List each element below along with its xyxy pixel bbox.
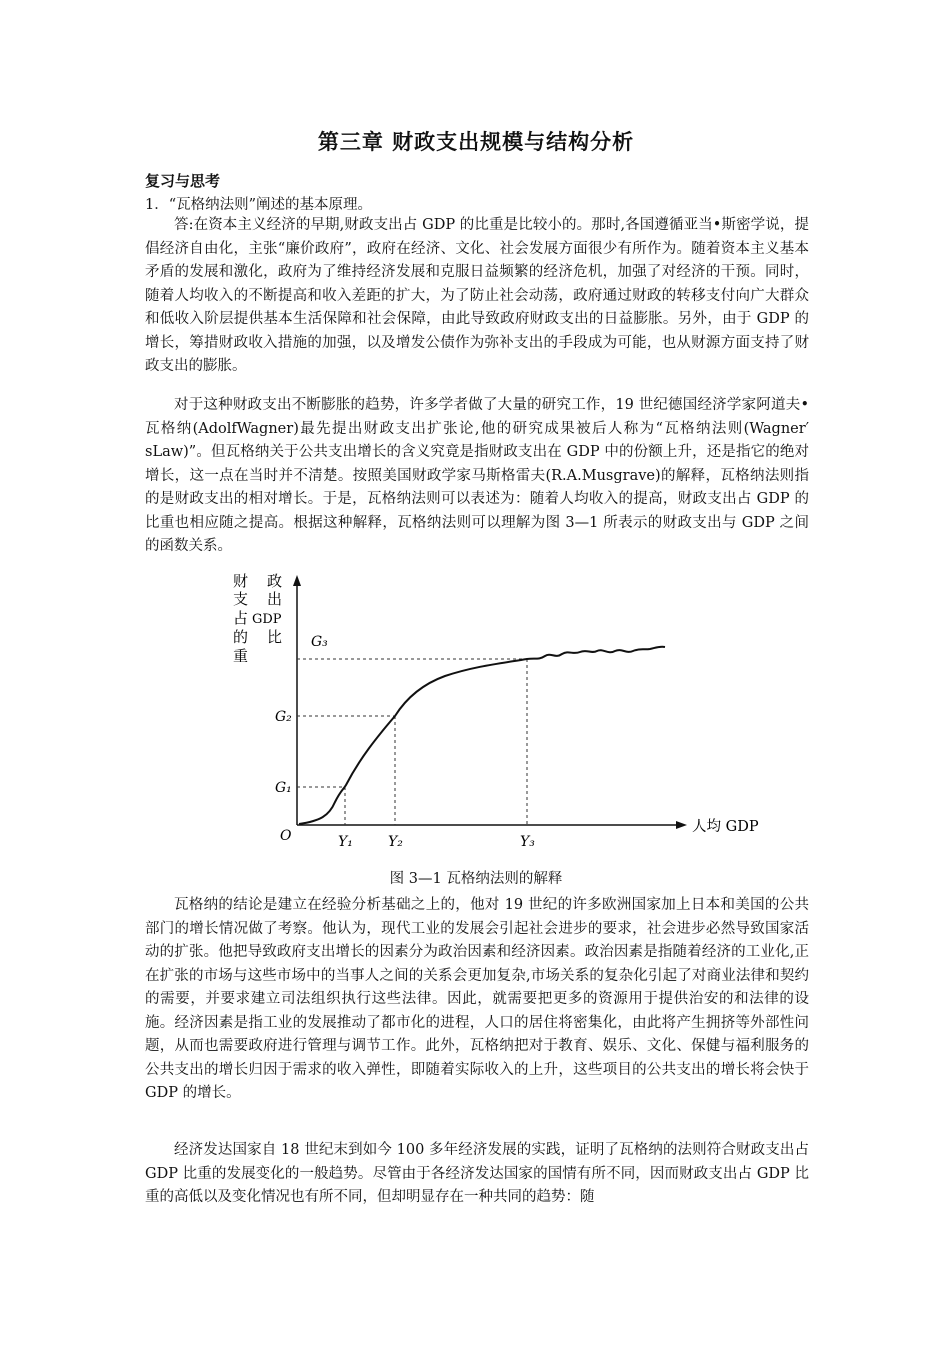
body-paragraph-4: 经济发达国家自 18 世纪末到如今 100 多年经济发展的实践，证明了瓦格纳的法则符合财政支出占 GDP 比重的发展变化的一般趋势。尽管由于各经济发达国家的国情有所不同，因而财政支出占 GDP 比重的高低以及变化情况也有所不同，但却明显存在一种共同的趋势：随 <box>145 1142 809 1205</box>
y-label-char: 占 <box>233 609 249 627</box>
tick-y1: Y₁ <box>338 834 353 850</box>
answer-paragraph-2: 对于这种财政支出不断膨胀的趋势，许多学者做了大量的研究工作，19 世纪德国经济学家阿道夫•瓦格纳(AdolfWagner)最先提出财政支出扩张论,他的研究成果被后人称为“瓦格纳法则(Wagner′ sLaw)”。但瓦格纳关于公共支出增长的含义究竟是指财政支出在 GDP 中的份额上升，还是指它的绝对增长，这一点在当时并不清楚。按照美国财政学家马斯格雷夫(R.A.Musgrave)的解释，瓦格纳法则指的是财政支出的相对增长。于是，瓦格纳法则可以表述为：随着人均收入的提高，财政支出占 GDP 的比重也相应随之提高。根据这种解释，瓦格纳法则可以理解为图 3—1 所表示的财政支出与 GDP 之间的函数关系。 <box>145 397 809 554</box>
tick-g1: G₁ <box>275 780 292 796</box>
y-label-char: GDP <box>252 612 282 627</box>
y-label-char: 政 <box>267 572 283 590</box>
tick-y3: Y₃ <box>520 834 535 850</box>
wagner-curve <box>299 647 665 824</box>
y-axis-label <box>233 572 282 665</box>
wagner-law-figure <box>225 572 765 867</box>
tick-y2: Y₂ <box>388 834 403 850</box>
origin-label: O <box>280 828 292 844</box>
y-label-char: 比 <box>267 628 283 646</box>
y-label-char: 的 <box>233 628 249 646</box>
y-label-char: 出 <box>267 590 283 608</box>
tick-g2: G₂ <box>275 709 292 725</box>
chapter-title: 第三章 财政支出规模与结构分析 <box>317 129 635 154</box>
figure-caption: 图 3—1 瓦格纳法则的解释 <box>389 871 563 887</box>
y-axis-arrow <box>293 575 301 586</box>
wagner-law-chart <box>225 572 765 867</box>
question-text: 1．“瓦格纳法则”阐述的基本原理。 <box>145 197 373 213</box>
body-paragraph-3: 瓦格纳的结论是建立在经验分析基础之上的，他对 19 世纪的许多欧洲国家加上日本和美国的公共部门的增长情况做了考察。他认为，现代工业的发展会引起社会进步的要求，社会进步必然导致国家活动的扩张。他把导致政府支出增长的因素分为政治因素和经济因素。政治因素是指随着经济的工业化,正在扩张的市场与这些市场中的当事人之间的关系会更加复杂,市场关系的复杂化引起了对商业法律和契约的需要，并要求建立司法组织执行这些法律。因此，就需要把更多的资源用于提供治安的和法律的设施。经济因素是指工业的发展推动了都市化的进程，人口的居住将密集化，由此将产生拥挤等外部性问题，从而也需要政府进行管理与调节工作。此外，瓦格纳把对于教育、娱乐、文化、保健与福利服务的公共支出的增长归因于需求的收入弹性，即随着实际收入的上升，这些项目的公共支出的增长将会快于 GDP 的增长。 <box>145 897 809 1101</box>
x-axis-label: 人均 GDP <box>692 819 759 835</box>
answer-paragraph-1: 答:在资本主义经济的早期,财政支出占 GDP 的比重是比较小的。那时,各国遵循亚当•斯密学说，提倡经济自由化，主张“廉价政府”，政府在经济、文化、社会发展方面很少有所作为。随着资本主义基本矛盾的发展和激化，政府为了维持经济发展和克服日益频繁的经济危机，加强了对经济的干预。同时，随着人均收入的不断提高和收入差距的扩大，为了防止社会动荡，政府通过财政的转移支付向广大群众和低收入阶层提供基本生活保障和社会保障，由此导致政府财政支出的日益膨胀。另外，由于 GDP 的增长，筹措财政收入措施的加强，以及增发公债作为弥补支出的手段成为可能，也从财源方面支持了财政支出的膨胀。 <box>145 217 809 374</box>
tick-g3: G₃ <box>311 634 328 650</box>
y-label-char: 重 <box>233 647 249 665</box>
section-heading: 复习与思考 <box>145 172 221 190</box>
y-label-char: 支 <box>233 590 249 608</box>
x-axis-arrow <box>676 821 687 829</box>
y-label-char: 财 <box>233 572 249 590</box>
